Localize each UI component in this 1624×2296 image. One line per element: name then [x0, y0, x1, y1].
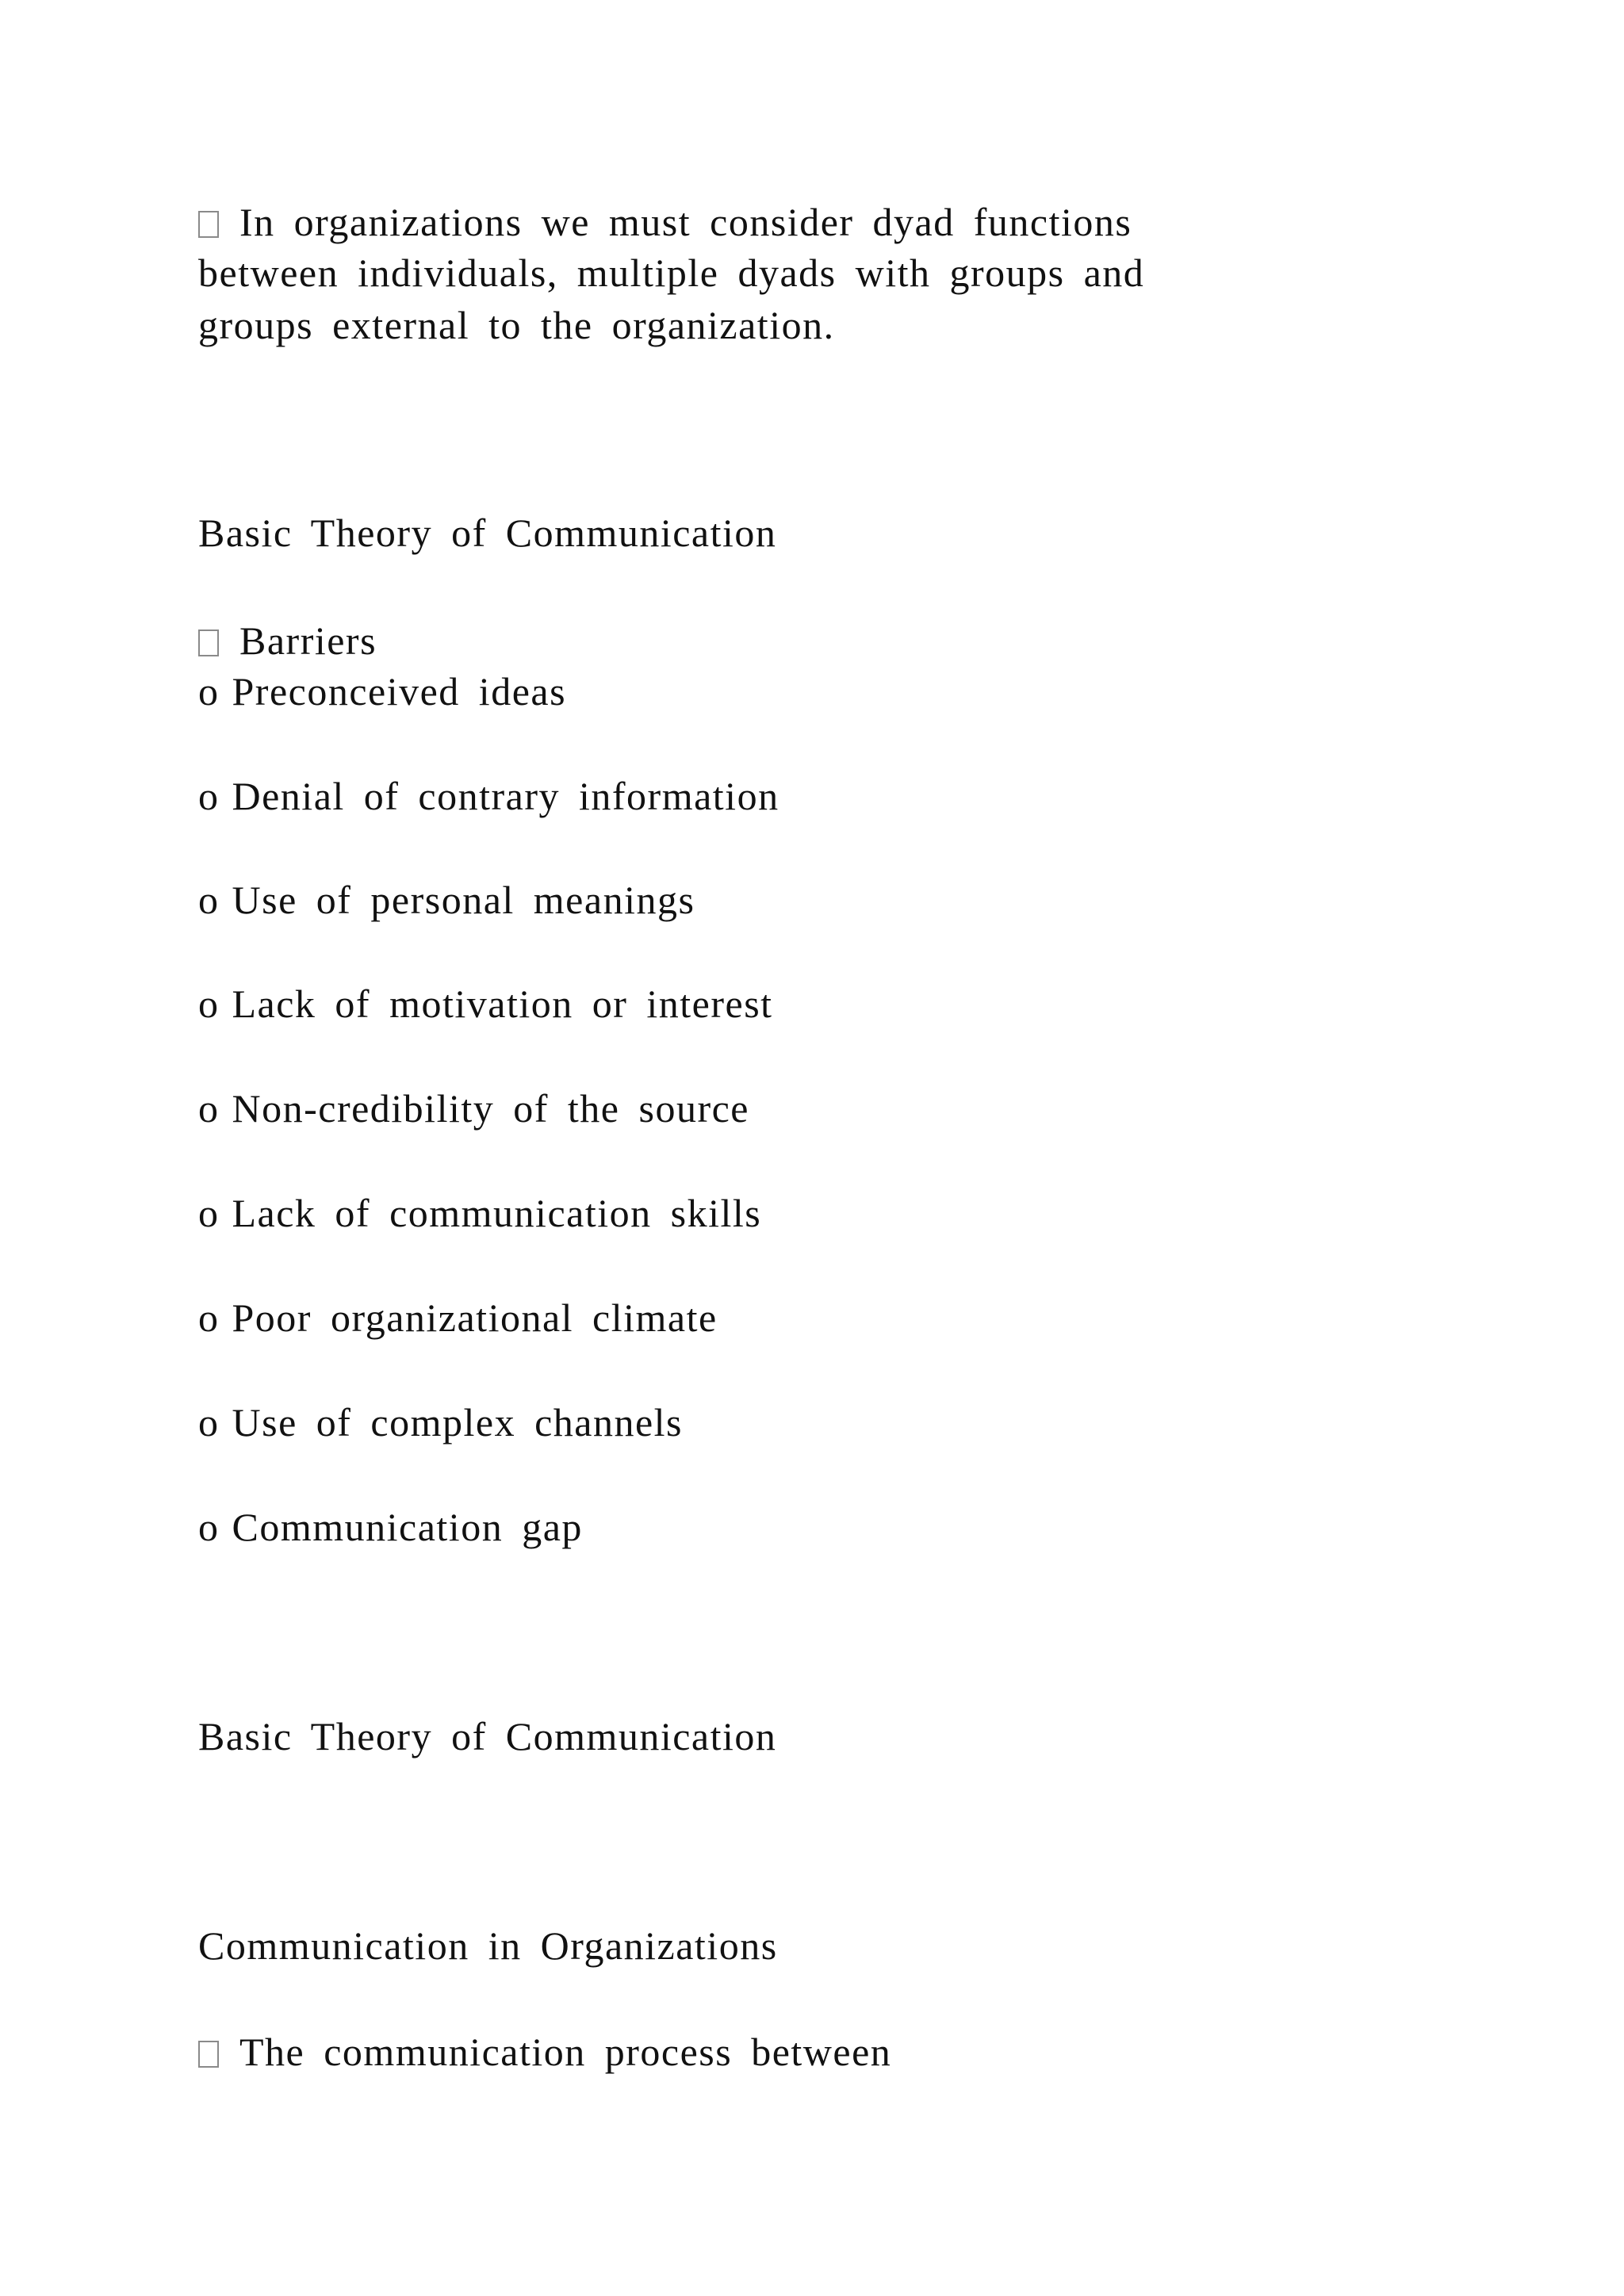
list-marker: o [198, 1086, 220, 1131]
list-marker: o [198, 1191, 220, 1235]
barriers-label-text: Barriers [239, 618, 377, 663]
barrier-item [198, 980, 773, 1027]
list-marker: o [198, 982, 220, 1026]
section-heading-communication-in-organizations: Communication in Organizations [198, 1923, 778, 1968]
barrier-item-text: Lack of motivation or interest [232, 982, 773, 1026]
barrier-item [198, 1189, 761, 1237]
missing-glyph-bullet-icon [198, 629, 219, 656]
barrier-item [198, 1294, 718, 1341]
barrier-item-text: Use of complex channels [232, 1400, 684, 1445]
barrier-item [198, 1085, 749, 1132]
missing-glyph-bullet-icon [198, 211, 219, 238]
communication-process-point [198, 2028, 891, 2076]
list-marker: o [198, 774, 220, 818]
intro-line-2: between individuals, multiple dyads with groups and [198, 251, 1145, 295]
barrier-item-text: Use of personal meanings [232, 878, 695, 922]
barrier-item-text: Poor organizational climate [232, 1295, 718, 1340]
barrier-item [198, 772, 779, 820]
barrier-item-text: Preconceived ideas [232, 669, 567, 714]
barrier-item [198, 1503, 583, 1551]
list-marker: o [198, 878, 220, 922]
barrier-item-text: Non-credibility of the source [232, 1086, 749, 1131]
intro-line-1 [198, 198, 1132, 246]
communication-process-point-text: The communication process between [239, 2030, 892, 2074]
intro-line-3: groups external to the organization. [198, 303, 835, 347]
missing-glyph-bullet-icon [198, 2041, 219, 2068]
section-heading-basic-theory-2: Basic Theory of Communication [198, 1714, 777, 1758]
list-marker: o [198, 1505, 220, 1549]
list-marker: o [198, 1400, 220, 1445]
barrier-item-text: Communication gap [232, 1505, 583, 1549]
barrier-item-text: Lack of communication skills [232, 1191, 762, 1235]
list-marker: o [198, 669, 220, 714]
barrier-item-text: Denial of contrary information [232, 774, 779, 818]
barrier-item [198, 668, 566, 715]
barrier-item [198, 1399, 683, 1446]
list-marker: o [198, 1295, 220, 1340]
intro-line-1-text: In organizations we must consider dyad functions [239, 200, 1132, 244]
barriers-label [198, 617, 377, 664]
section-heading-basic-theory-1: Basic Theory of Communication [198, 511, 777, 555]
barrier-item [198, 876, 695, 924]
